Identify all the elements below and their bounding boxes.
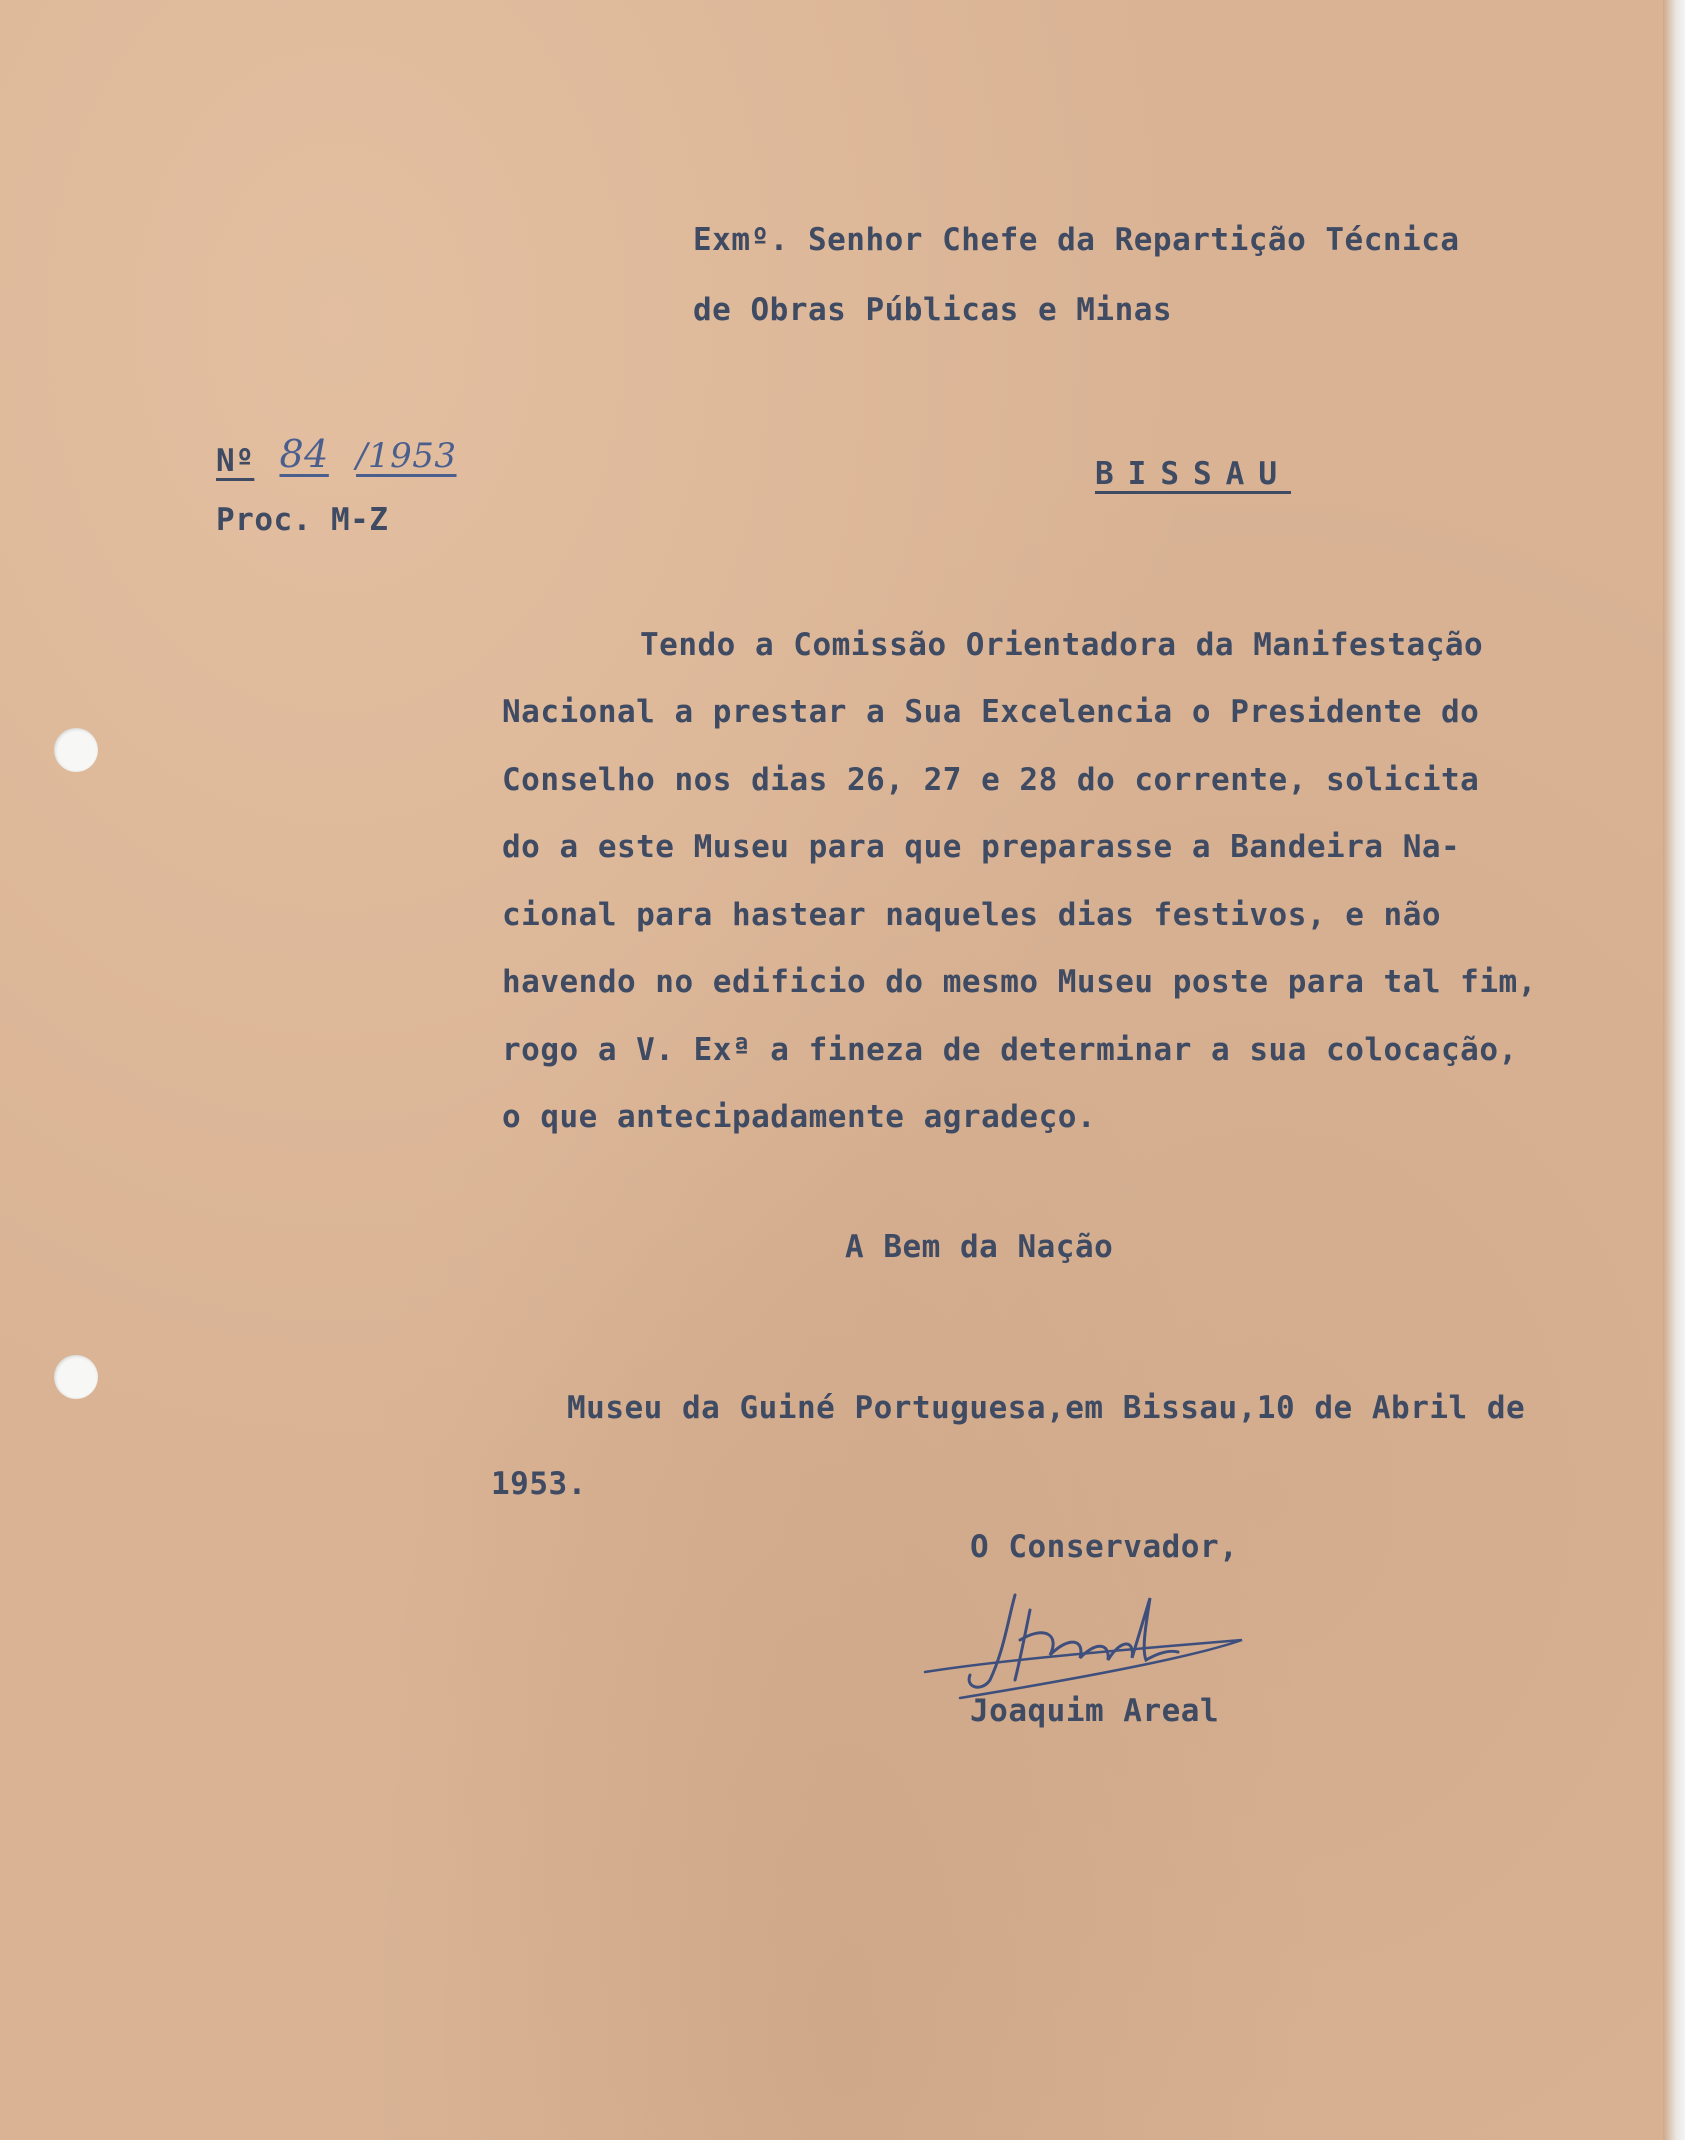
number-prefix: Nº (216, 443, 255, 479)
signatory-title: O Conservador, (970, 1529, 1239, 1565)
body-line-2: Nacional a prestar a Sua Excelencia o Presidente do (502, 694, 1480, 730)
destination-city: BISSAU (1095, 456, 1291, 492)
body-line-1: Tendo a Comissão Orientadora da Manifestação (640, 627, 1484, 663)
closing-salutation: A Bem da Nação (845, 1229, 1114, 1265)
addressee-line-1: Exmº. Senhor Chefe da Repartição Técnica (693, 222, 1460, 258)
process-reference: Proc. M-Z (216, 502, 389, 538)
body-line-3: Conselho nos dias 26, 27 e 28 do corrente, solicita (502, 762, 1480, 798)
handwritten-number: 84 (279, 432, 329, 476)
punch-hole-bottom (54, 1355, 98, 1399)
punch-hole-top (54, 728, 98, 772)
body-line-8: o que antecipadamente agradeço. (502, 1099, 1097, 1135)
body-line-7: rogo a V. Exª a fineza de determinar a sua colocação, (502, 1032, 1518, 1068)
handwritten-signature (920, 1580, 1250, 1710)
addressee-line-2: de Obras Públicas e Minas (693, 292, 1173, 328)
number-year: /1953 (356, 436, 457, 476)
body-line-4: do a este Museu para que preparasse a Bandeira Na- (502, 829, 1461, 865)
body-line-6: havendo no edificio do mesmo Museu poste para tal fim, (502, 964, 1537, 1000)
signatory-name: Joaquim Areal (970, 1693, 1220, 1729)
body-line-5: cional para hastear naqueles dias festivos, e não (502, 897, 1442, 933)
page-edge (1663, 0, 1685, 2140)
place-date-line-2: 1953. (491, 1466, 587, 1502)
reference-number (216, 432, 457, 480)
place-date-line-1: Museu da Guiné Portuguesa,em Bissau,10 de Abril de (567, 1390, 1526, 1426)
